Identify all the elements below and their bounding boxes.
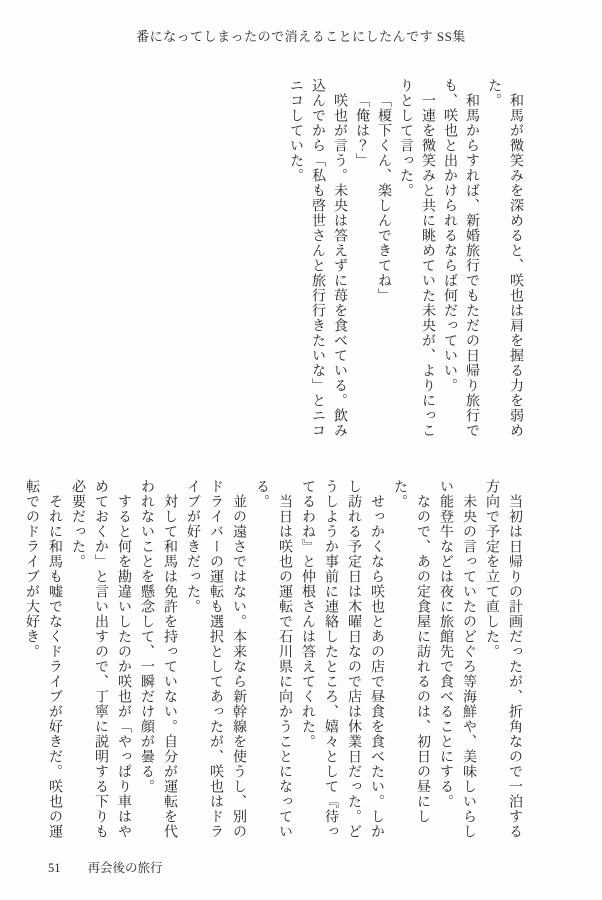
paragraph: 「榎下くん、楽しんできてね」 <box>376 93 391 303</box>
paragraph: なので、あの定食屋に訪れるのは、初日の昼にした。 <box>392 479 430 824</box>
paragraph: 一連を微笑みと共に眺めていた未央が、よりにっこりとして言った。 <box>398 78 435 438</box>
paragraph: 未央の言っていたのどぐろ等海鮮や、美味しいらしい能登牛などは夜に旅館先で食べることにする。 <box>438 479 476 839</box>
paragraph: 当初は日帰りの計画だったが、折角なので一泊する方向で予定を立て直した。 <box>484 479 522 839</box>
paragraph: せっかくなら咲也とあの店で昼食を食べたい。しかし訪れる予定日は木曜日なので店は休業日だった。どうしようか事前に連絡したところ、嬉々として『待ってるわね』と仲根さんは答えてくれた。 <box>300 479 384 839</box>
text-block-bottom <box>20 479 526 841</box>
paragraph: 当日は咲也の運転で石川県に向かうことになっている。 <box>254 479 292 839</box>
paragraph: すると何を勘違いしたのか咲也が「やっぱり車はやめておくか」と言い出すので、丁寧に説明する下りも必要だった。 <box>70 479 131 839</box>
paragraph: 対して和馬は免許を持っていない。自分が運転を代われないことを懸念して、一瞬だけ顔が曇る。 <box>139 479 177 839</box>
page-number: 51 <box>48 861 61 875</box>
page-header-title: 番になってしまったので消えることにしたんです SS集 <box>136 29 466 44</box>
paragraph: 「俺は？」 <box>354 93 369 168</box>
paragraph: 和馬が微笑みを深めると、咲也は肩を握る力を弱めた。 <box>486 78 523 438</box>
paragraph: 並の遠さではない。本来なら新幹線を使うし、別のドライバーの運転も選択としてあったが、咲也はドライブが好きだった。 <box>185 479 246 839</box>
paragraph: それに和馬も嘘でなくドライブが好きだ。咲也の運転でのドライブが大好き。 <box>24 479 62 839</box>
text-block-top <box>284 78 526 440</box>
paragraph: 咲也が言う。未央は答えずに苺を食べている。飲み込んでから「私も啓世さんと旅行行きたいな」とニコニコしていた。 <box>288 78 347 438</box>
paragraph: 和馬からすれば、新婚旅行でもただの日帰り旅行でも、咲也と出かけられるならば何だっていい。 <box>442 78 479 438</box>
chapter-title: 再会後の旅行 <box>87 861 163 875</box>
page-footer <box>48 858 163 876</box>
